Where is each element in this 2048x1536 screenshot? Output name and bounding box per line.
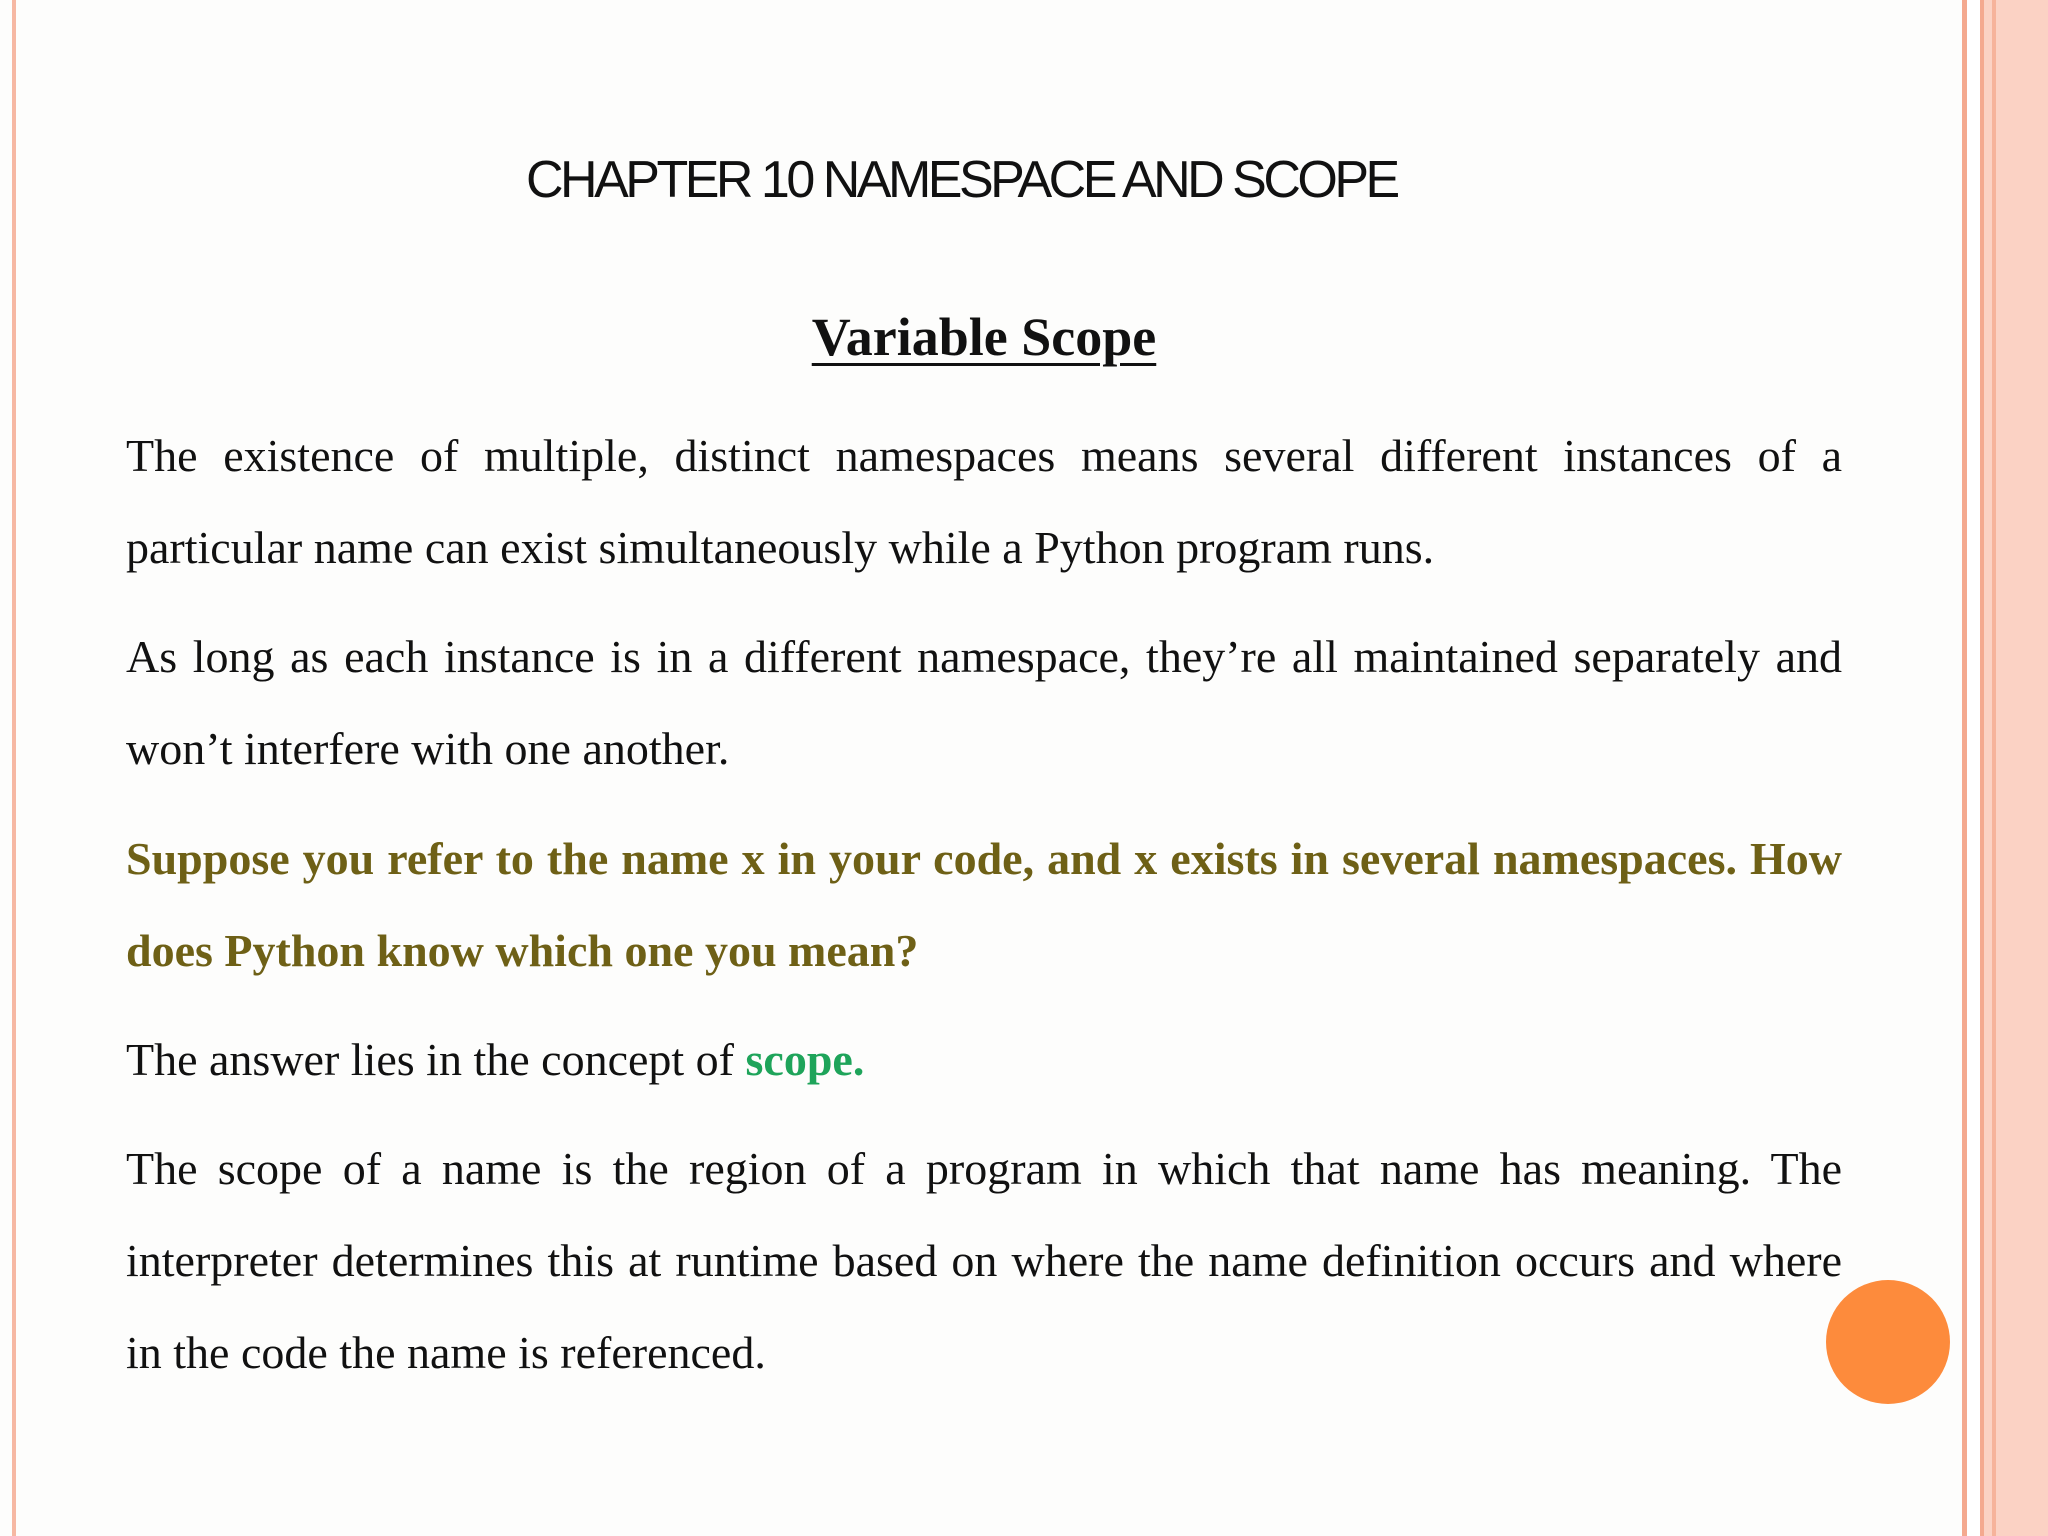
right-border-line	[1980, 0, 1984, 1536]
answer-text: The answer lies in the concept of	[126, 1034, 746, 1085]
orange-circle-icon	[1826, 1280, 1950, 1404]
paragraph-separate-namespaces: As long as each instance is in a different namespace, they’re all maintained separately and won’t interfere with one another.	[126, 631, 1842, 774]
section-title	[0, 306, 1968, 368]
right-border-line	[1992, 0, 1996, 1536]
right-border-gap	[1967, 0, 1980, 1536]
paragraph-answer	[126, 1014, 1842, 1106]
paragraph-question: Suppose you refer to the name x in your code, and x exists in several namespaces. How does Python know which one you mean?	[126, 833, 1842, 976]
chapter-title: CHAPTER 10 NAMESPACE AND SCOPE	[526, 151, 1397, 209]
left-border-line	[12, 0, 16, 1536]
paragraph-scope-definition: The scope of a name is the region of a program in which that name has meaning. The interpreter determines this at runtime based on where the name definition occurs and where in the code the name is referenced.	[126, 1143, 1842, 1378]
paragraph-namespaces: The existence of multiple, distinct namespaces means several different instances of a particular name can exist simultaneously while a Python program runs.	[126, 430, 1842, 573]
scope-highlight: scope.	[745, 1034, 865, 1085]
section-title-text: Variable Scope	[811, 307, 1157, 367]
